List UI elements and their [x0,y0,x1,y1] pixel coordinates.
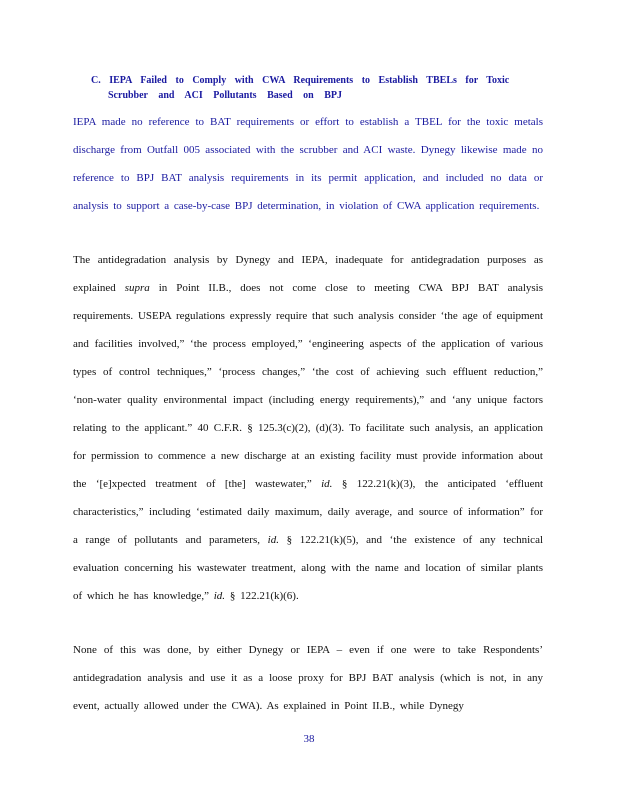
paragraph-2-text-3: § 122.21(k)(3), the anticipated ‘effluent characteristics,” including ‘estimated daily maximum, daily average, and source of information” for a range of pollutants and parameters, [73,478,544,546]
paragraph-2-text-1: The antidegradation analysis by Dynegy and IEPA, inadequate for antidegradation purposes as explained [73,254,543,294]
citation-id-2: id. [267,534,279,546]
citation-id-1: id. [321,478,333,490]
paragraph-1: IEPA made no reference to BAT requirements or effort to establish a TBEL for the toxic metals discharge from Outfall 005 associated with the scrubber and ACI waste. Dynegy likewise made no reference to BPJ BAT analysis requirements in its permit application, and included no data or analysis to support a case-by-case BPJ determination, in violation of CWA application requirements. [73,116,543,212]
citation-supra: supra [124,282,150,294]
paragraph-2-text-4: § 122.21(k)(5), and ‘the existence of any technical evaluation concerning his wastewater treatment, along with the name and location of similar plants of which he has knowledge,” [73,534,544,602]
paragraph-2-text-5: § 122.21(k)(6). [229,590,299,602]
page-number: 38 [303,733,315,745]
section-heading-line-2: Scrubber and ACI Pollutants Based on BPJ [108,90,342,101]
section-heading-line-1: C. IEPA Failed to Comply with CWA Requirements to Establish TBELs for Toxic [91,75,510,86]
paragraph-2-text-2: in Point II.B., does not come close to meeting CWA BPJ BAT analysis requirements. USEPA regulations expressly require that such analysis consider ‘the age of equipment and facilities involved,” ‘the process employed,” ‘engineering aspects of the application of various types of control techniques,” ‘process changes,” ‘the cost of achieving such effluent reduction,” ‘non-water quality environmental impact (including energy requirements),” and ‘any unique factors relating to the applicant.” 40 C.F.R. § 125.3(c)(2), (d)(3). To facilitate such analysis, an application for permission to commence a new discharge at an existing facility must provide information about the ‘[e]xpected treatment of [the] wastewater,” [73,282,544,490]
paragraph-3: None of this was done, by either Dynegy or IEPA – even if one were to take Respondents’ antidegradation analysis and use it as a loose proxy for BPJ BAT analysis (which is not, in any event, actually allowed under the CWA). As explained in Point II.B., while Dynegy [73,644,543,712]
citation-id-3: id. [213,590,226,602]
paragraph-2 [73,246,543,630]
section-heading [91,73,531,103]
